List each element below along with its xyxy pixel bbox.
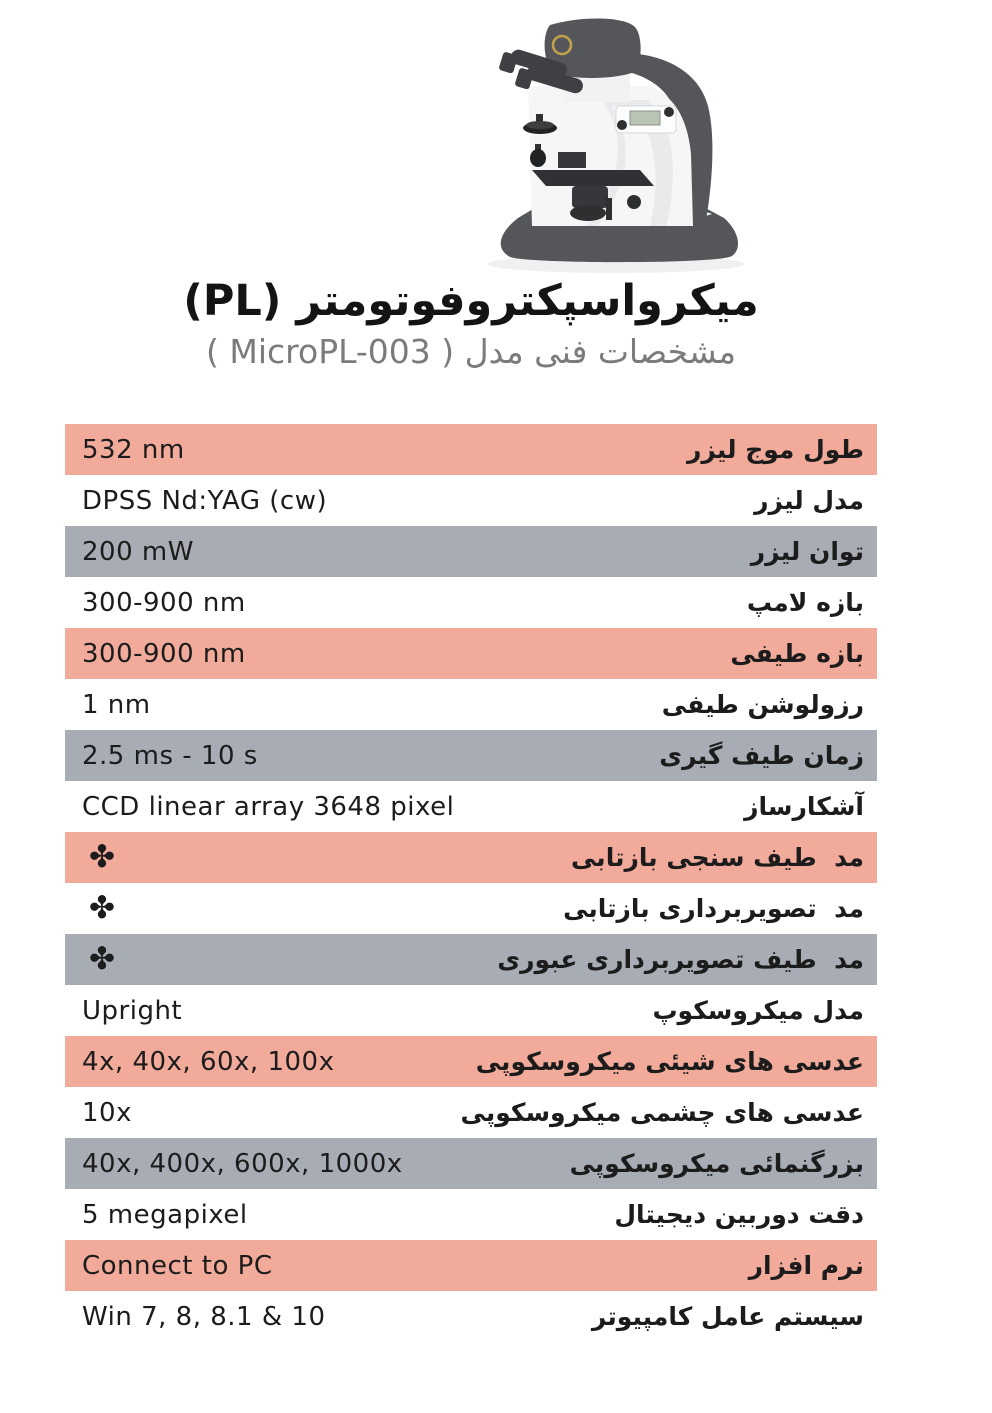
spec-label: مدل میکروسکوپ [652, 996, 864, 1025]
microscope-image [438, 6, 780, 288]
page-title: میکرواسپکتروفوتومتر (PL) [183, 276, 759, 326]
spec-label: مد طیف سنجی بازتابی [571, 843, 864, 872]
spec-value: CCD linear array 3648 pixel [82, 791, 455, 822]
spec-label: بازه طیفی [730, 639, 864, 668]
spec-label: بازه لامپ [746, 588, 864, 617]
lcd-panel [616, 106, 676, 133]
spec-row [65, 781, 877, 832]
spec-table [65, 424, 877, 1342]
spec-label: آشکارساز [744, 792, 864, 821]
spec-label: عدسی های چشمی میکروسکوپی [460, 1098, 864, 1127]
spec-row [65, 1240, 877, 1291]
spec-label: توان لیزر [750, 537, 864, 566]
spec-value: Win 7, 8, 8.1 & 10 [82, 1301, 326, 1332]
spec-row [65, 832, 877, 883]
spec-row [65, 577, 877, 628]
spec-row [65, 475, 877, 526]
spec-label: نرم افزار [748, 1251, 864, 1280]
spec-label: مدل لیزر [754, 486, 864, 515]
spec-row [65, 730, 877, 781]
spec-value: 40x, 400x, 600x, 1000x [82, 1148, 403, 1179]
spec-label: مد طیف تصویربرداری عبوری [497, 945, 864, 974]
spec-row [65, 1291, 877, 1342]
spec-row [65, 985, 877, 1036]
spec-value: 10x [82, 1097, 132, 1128]
spec-row [65, 934, 877, 985]
spec-value: 200 mW [82, 536, 194, 567]
spec-value: 2.5 ms - 10 s [82, 740, 258, 771]
spec-row [65, 526, 877, 577]
spec-label: زمان طیف گیری [659, 741, 864, 770]
spec-value: Connect to PC [82, 1250, 273, 1281]
spec-label: دقت دوربین دیجیتال [614, 1200, 864, 1229]
page-subtitle: مشخصات فنی مدل ( MicroPL-003 ) [206, 331, 736, 371]
spec-row [65, 1138, 877, 1189]
spec-label: طول موج لیزر [686, 435, 864, 464]
spec-value: 532 nm [82, 434, 185, 465]
spec-row [65, 1189, 877, 1240]
spec-value: 300-900 nm [82, 638, 246, 669]
spec-row [65, 424, 877, 475]
spec-row [65, 679, 877, 730]
spec-value: DPSS Nd:YAG (cw) [82, 485, 328, 516]
header [65, 276, 877, 371]
spec-label: رزولوشن طیفی [661, 690, 864, 719]
spec-label: سیستم عامل کامپیوتر [591, 1302, 864, 1331]
four-petal-asterisk-icon: ✤ [89, 890, 116, 926]
spec-row [65, 1036, 877, 1087]
spec-row [65, 1087, 877, 1138]
spec-value: 300-900 nm [82, 587, 246, 618]
four-petal-asterisk-icon: ✤ [89, 941, 116, 977]
spec-row [65, 628, 877, 679]
microscope-illustration [438, 6, 780, 288]
spec-value: Upright [82, 995, 183, 1026]
spec-label: عدسی های شیئی میکروسکوپی [475, 1047, 864, 1076]
spec-value: 4x, 40x, 60x, 100x [82, 1046, 335, 1077]
spec-row [65, 883, 877, 934]
spec-value: 1 nm [82, 689, 151, 720]
four-petal-asterisk-icon: ✤ [89, 839, 116, 875]
spec-label: مد تصویربرداری بازتابی [563, 894, 864, 923]
spec-label: بزرگنمائی میکروسکوپی [569, 1149, 864, 1178]
spec-value: 5 megapixel [82, 1199, 248, 1230]
